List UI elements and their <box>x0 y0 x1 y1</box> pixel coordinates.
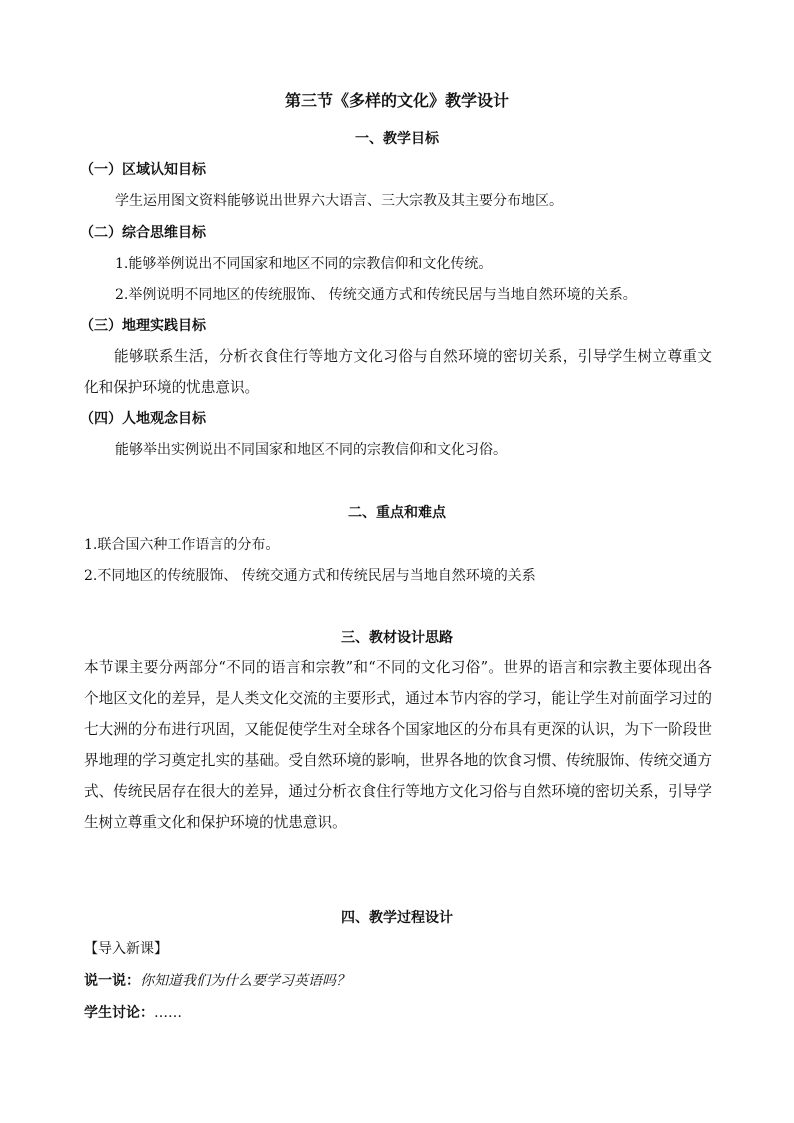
document-title: 第三节《多样的文化》教学设计 <box>284 91 509 110</box>
subheading-human-land: （四）人地观念目标 <box>80 411 206 427</box>
section-heading-process: 四、教学过程设计 <box>341 910 453 926</box>
objective-practice-text: 能够联系生活，分析衣食住行等地方文化习俗与自然环境的密切关系，引导学生树立尊重文化和保护环境的忧患意识。 <box>84 348 712 396</box>
subheading-thinking: （二）综合思维目标 <box>80 225 206 241</box>
objective-human-land-text: 能够举出实例说出不同国家和地区不同的宗教信仰和文化习俗。 <box>115 442 507 458</box>
objective-thinking-item-2: 2.举例说明不同地区的传统服饰、 传统交通方式和传统民居与当地自然环境的关系。 <box>115 287 637 303</box>
objective-thinking-item-1: 1.能够举例说出不同国家和地区不同的宗教信仰和文化传统。 <box>115 256 493 272</box>
discuss-line <box>84 1003 182 1023</box>
say-label: 说一说： <box>84 973 140 989</box>
design-paragraph: 本节课主要分两部分“不同的语言和宗教”和“不同的文化习俗”。世界的语言和宗教主要体现出各个地区文化的差异，是人类文化交流的主要形式，通过本节内容的学习，能让学生对前面学习过的七大洲的分布进行巩固，又能促使学生对全球各个国家地区的分布具有更深的认识，为下一阶段世界地理的学习奠定扎实的基础。受自然环境的影响，世界各地的饮食习惯、传统服饰、传统交通方式、传统民居存在很大的差异，通过分析衣食住行等地方文化习俗与自然环境的密切关系，引导学生树立尊重文化和保护环境的忧患意识。 <box>84 659 712 831</box>
section-heading-key-points: 二、重点和难点 <box>348 505 446 521</box>
say-line <box>84 971 350 991</box>
intro-label: 【导入新课】 <box>84 941 168 957</box>
discuss-label: 学生讨论： <box>84 1005 154 1021</box>
subheading-practice: （三）地理实践目标 <box>80 318 206 334</box>
subheading-regional: （一）区域认知目标 <box>80 162 206 178</box>
key-point-item-2: 2.不同地区的传统服饰、 传统交通方式和传统民居与当地自然环境的关系 <box>84 568 536 584</box>
section-heading-design: 三、教材设计思路 <box>341 630 453 646</box>
objective-regional-text: 学生运用图文资料能够说出世界六大语言、三大宗教及其主要分布地区。 <box>115 193 563 209</box>
key-point-item-1: 1.联合国六种工作语言的分布。 <box>84 537 280 553</box>
discuss-text: …… <box>154 1005 182 1021</box>
section-heading-objectives: 一、教学目标 <box>355 131 439 147</box>
say-text: 你知道我们为什么要学习英语吗？ <box>140 973 350 989</box>
